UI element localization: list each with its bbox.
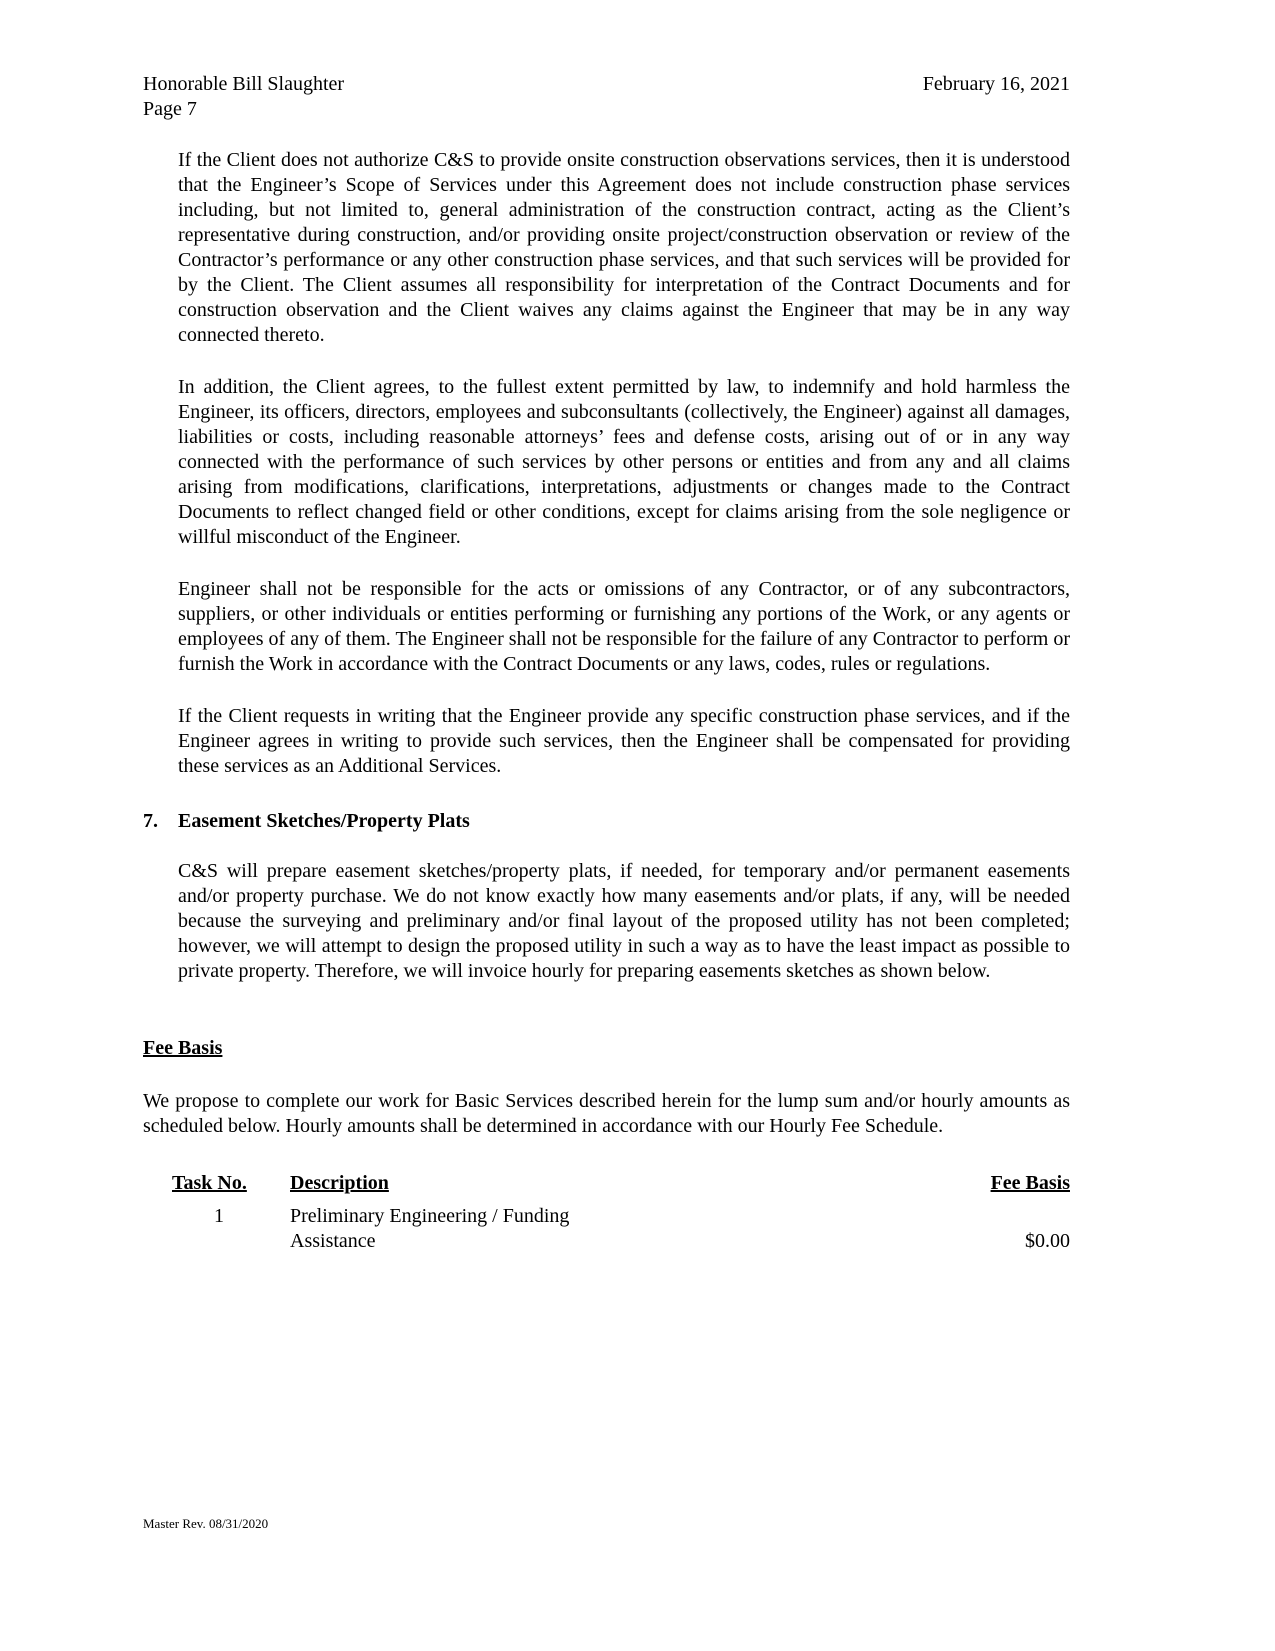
fee-table-row-description: Preliminary Engineering / Funding Assistance	[290, 1205, 570, 1252]
footer-revision-note: Master Rev. 08/31/2020	[143, 1516, 269, 1531]
fee-table-header-fee-basis	[650, 1171, 1070, 1196]
paragraph-construction-authorization: If the Client does not authorize C&S to provide onsite construction observations services, then it is understood that the Engineer’s Scope of Services under this Agreement does not include construction phase services including, but not limited to, general administration of the construction contract, acting as the Client’s representative during construction, and/or providing onsite project/construction observation or review of the Contractor’s performance or any other construction phase services, and that such services will be provided for by the Client. The Client assumes all responsibility for interpretation of the Contract Documents and for construction observation and the Client waives any claims against the Engineer that may be in any way connected thereto.	[178, 149, 1070, 346]
page-number: Page 7	[143, 98, 197, 120]
fee-table-header-task-no-text: Task No.	[172, 1172, 247, 1194]
section-7-title: Easement Sketches/Property Plats	[178, 810, 470, 832]
paragraph-additional-services: If the Client requests in writing that the Engineer provide any specific construction phase services, and if the Engineer agrees in writing to provide such services, then the Engineer shall be compensated for providing these services as an Additional Services.	[178, 705, 1070, 777]
fee-table-header-description-text: Description	[290, 1172, 389, 1194]
paragraph-indemnification: In addition, the Client agrees, to the fullest extent permitted by law, to indemnify and hold harmless the Engineer, its officers, directors, employees and subconsultants (collectively, the Engineer) against all damages, liabilities or costs, including reasonable attorneys’ fees and defense costs, arising out of or in any way connected with the performance of such services by other persons or entities and from any and all claims arising from modifications, clarifications, interpretations, adjustments or changes made to the Contract Documents to reflect changed field or other conditions, except for claims arising from the sole negligence or willful misconduct of the Engineer.	[178, 376, 1070, 548]
fee-table-row-task-no: 1	[214, 1205, 224, 1227]
fee-basis-heading	[143, 1036, 1070, 1061]
fee-table-row-fee: $0.00	[1025, 1230, 1070, 1252]
fee-table-header-description	[290, 1171, 650, 1196]
fee-table-header-task-no	[172, 1171, 290, 1196]
section-7-heading	[143, 809, 1070, 834]
header-left-block	[143, 72, 344, 122]
fee-table-header-fee-basis-text: Fee Basis	[990, 1172, 1070, 1194]
document-header	[143, 72, 1070, 122]
section-7-body: C&S will prepare easement sketches/property plats, if needed, for temporary and/or permanent easements and/or property purchase. We do not know exactly how many easements and/or plats, if any, will be needed because the surveying and preliminary and/or final layout of the proposed utility has not been completed; however, we will attempt to design the proposed utility in such a way as to have the least impact as possible to private property. Therefore, we will invoice hourly for preparing easements sketches as shown below.	[178, 860, 1070, 982]
paragraph-contractor-responsibility: Engineer shall not be responsible for the acts or omissions of any Contractor, or of any subcontractors, suppliers, or other individuals or entities performing or furnishing any portions of the Work, or any agents or employees of any of them. The Engineer shall not be responsible for the failure of any Contractor to perform or furnish the Work in accordance with the Contract Documents or any laws, codes, rules or regulations.	[178, 578, 1070, 675]
fee-basis-heading-text: Fee Basis	[143, 1037, 223, 1059]
document-date: February 16, 2021	[922, 73, 1070, 95]
recipient-name: Honorable Bill Slaughter	[143, 73, 345, 95]
fee-basis-intro: We propose to complete our work for Basic Services described herein for the lump sum and/or hourly amounts as scheduled below. Hourly amounts shall be determined in accordance with our Hourly Fee Schedule.	[143, 1090, 1070, 1137]
section-7-number: 7.	[143, 810, 158, 832]
fee-table	[172, 1171, 1070, 1254]
